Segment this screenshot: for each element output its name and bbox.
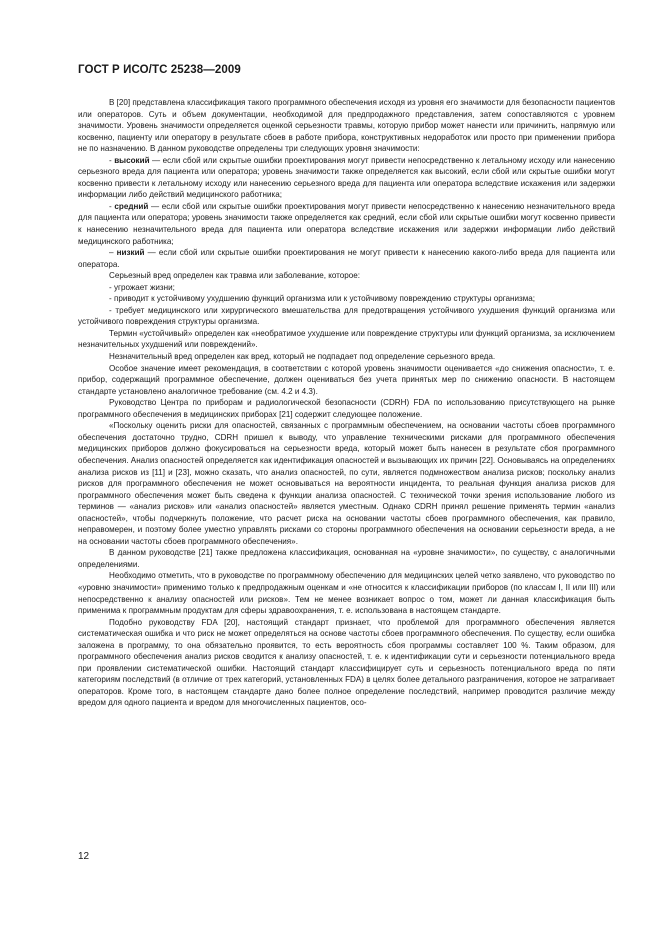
paragraph: Подобно руководству FDA [20], настоящий стандарт признает, что проблемой для программного обеспечения является систематическая ошибка и что риск не может определяться на основе частоты сбоев программного обеспечения. По существу, если ошибка заложена в программу, то она обязательно проявится, то есть вероятность сбоя программы составляет 100 %. Таким образом, для программного обеспечения анализ рисков сводится к анализу опасностей, т. е. к идентификации сути и серьезности потенциального вреда при проявлении систематической ошибки. Настоящий стандарт классифицирует суть и серьезность потенциального вреда по пяти категориям последствий (в отличие от трех категорий, установленных FDA) в целях более детального разграничения, которое не затрагивает операторов. Кроме того, в настоящем стандарте дано более полное определение последствий, например проводится различие между вредом для одного пациента и вредом для многочисленных пациентов, осо-	[78, 617, 615, 708]
paragraph: Особое значение имеет рекомендация, в соответствии с которой уровень значимости оценивается «до снижения опасности», т. е. прибор, содержащий программное обеспечение, должен оцениваться без учета принятых мер по снижению опасности. В настоящем стандарте установлено аналогичное требование (см. 4.2 и 4.3).	[78, 363, 615, 396]
paragraph: В [20] представлена классификация такого программного обеспечения исходя из уровня его значимости для безопасности пациентов или операторов. Суть и объем документации, необходимой для предпродажного представления, затем сопоставляются с уровнем значимости. Уровень значимости определяется оценкой серьезности травмы, которую прибор может нанести или причинить, напрямую или косвенно, пациенту или оператору в результате сбоев в работе прибора, конструктивных недоработок или просто при применении прибора не по назначению. В данном руководстве определены три следующих уровня значимости:	[78, 98, 615, 154]
paragraph: Термин «устойчивый» определен как «необратимое ухудшение или повреждение структуры или функций организма, за исключением незначительных ухудшений или повреждений».	[78, 328, 615, 350]
list-item: - высокий — если сбой или скрытые ошибки проектирования могут привести непосредственно к летальному исходу или нанесению серьезного вреда для пациента или оператора; уровень значимости также определяется как высокий, если сбой или скрытые ошибки могут косвенно привести к летальному исходу или нанесению серьезного вреда для пациента или оператора вследствие искажения или задержки информации либо действий медицинского работника;	[78, 155, 615, 200]
document-header: ГОСТ Р ИСО/ТС 25238—2009	[78, 64, 241, 76]
list-item: - требует медицинского или хирургического вмешательства для предотвращения устойчивого ухудшения функций организма или устойчивого повреждения структуры организма.	[78, 305, 615, 327]
list-item: - приводит к устойчивому ухудшению функций организма или к устойчивому повреждению структуры организма;	[109, 294, 536, 304]
quote-paragraph: «Поскольку оценить риски для опасностей, связанных с программным обеспечением, на основании частоты сбоев программного обеспечения достаточно трудно, CDRH пришел к выводу, что управление техническими рисками для программного обеспечения медицинских приборов должно фокусироваться на серьезности вреда, который может быть нанесен в результате сбоя программного обеспечения. Анализ опасностей определяется как идентификация опасностей и вызывающих их причин [22]. Основываясь на определениях анализа рисков из [11] и [23], можно сказать, что анализ опасностей, по сути, является подмножеством анализа рисков; поскольку анализ рисков для программного обеспечения не может основываться на вероятности инцидента, то реальная функция анализа рисков для программного обеспечения может быть сведена к функции анализа опасностей. С технической точки зрения использование любого из терминов — «анализ рисков» или «анализ опасностей» является уместным. Однако CDRH принял решение применять термин «анализ опасностей», чтобы подчеркнуть положение, что расчет риска на основании частоты сбоев программного обеспечения, как правило, неправомерен, и поэтому более уместно управлять рисками со стороны программного обеспечения на основании серьезности вреда, а не на основании частоты сбоев программного обеспечения».	[78, 421, 615, 546]
list-item: - средний — если сбой или скрытые ошибки проектирования могут привести непосредственно к нанесению незначительного вреда для пациента или оператора; уровень значимости также определяется как средний, если сбой или скрытые ошибки могут косвенно привести к нанесению незначительного вреда для пациента или оператора вследствие искажения или задержки информации либо действий медицинского работника;	[78, 201, 615, 246]
term-high: высокий	[114, 155, 150, 165]
list-item: – низкий — если сбой или скрытые ошибки проектирования не могут привести к нанесению какого-либо вреда для пациента или оператора.	[78, 248, 615, 269]
paragraph: В данном руководстве [21] также предложена классификация, основанная на «уровне значимости», по существу, с аналогичными определениями.	[78, 548, 615, 569]
paragraph: Серьезный вред определен как травма или заболевание, которое:	[109, 271, 361, 281]
page-number: 12	[78, 851, 90, 862]
term-low: низкий	[116, 248, 145, 258]
paragraph: Необходимо отметить, что в руководстве по программному обеспечению для медицинских целей четко заявлено, что руководство по «уровню значимости» применимо только к предпродажным оценкам и «не относится к классификации приборов (по классам I, II или III) или непосредственно к анализу опасностей или рисков». Тем не менее возникает вопрос о том, может ли данная классификация быть применима к программным продуктам для сферы здравоохранения, т. е. использована в настоящем стандарте.	[78, 571, 615, 616]
term-medium: средний	[114, 201, 149, 211]
list-item: - угрожает жизни;	[109, 282, 175, 292]
paragraph: Незначительный вред определен как вред, который не подпадает под определение серьезного вреда.	[109, 352, 496, 362]
paragraph: Руководство Центра по приборам и радиологической безопасности (CDRH) FDA по использованию присутствующего на рынке программного обеспечения в медицинских приборах [21] содержит следующее положение.	[78, 398, 615, 419]
body-text	[78, 97, 615, 709]
